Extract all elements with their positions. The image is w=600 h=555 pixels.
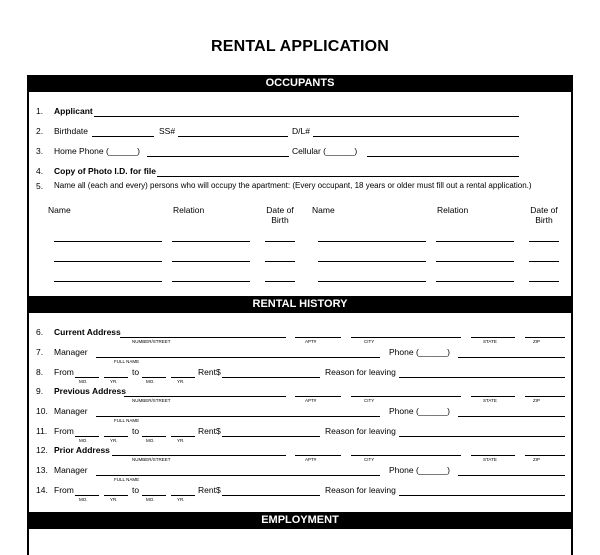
col-dob-right-line1: Date of: [530, 205, 558, 215]
name-all-instruction: Name all (each and every) persons who will occupy the apartment: (Every occupant, 18 years or older must fill out a rental application.): [54, 181, 532, 190]
mo-sublabel: MO.: [79, 438, 88, 443]
rent-label: Rent$: [198, 426, 221, 436]
occupant-relation-field[interactable]: [172, 261, 250, 262]
col-name-left: Name: [48, 205, 71, 215]
item-number-1: 1.: [36, 106, 44, 116]
ss-field[interactable]: [178, 136, 288, 137]
col-relation-left: Relation: [173, 205, 205, 215]
zip-sublabel: ZIP: [533, 398, 541, 403]
previous-address-label: Previous Address: [54, 386, 126, 396]
col-name-right: Name: [312, 205, 335, 215]
manager-label: Manager: [54, 406, 88, 416]
manager-label: Manager: [54, 465, 88, 475]
apt-sublabel: APT#: [305, 457, 317, 462]
reason-label: Reason for leaving: [325, 367, 396, 377]
from-month-field[interactable]: [75, 495, 99, 496]
occupant-relation-field[interactable]: [436, 281, 514, 282]
birthdate-label: Birthdate: [54, 126, 89, 136]
fullname-sublabel: FULL NAME: [114, 418, 140, 423]
previous-state-field[interactable]: [471, 396, 515, 397]
occupant-name-field[interactable]: [318, 281, 426, 282]
from-month-field[interactable]: [75, 436, 99, 437]
item-number-4: 4.: [36, 166, 44, 176]
state-sublabel: STATE: [483, 339, 497, 344]
yr-sublabel: YR.: [110, 497, 118, 502]
mo-sublabel: MO.: [79, 379, 88, 384]
occupant-name-field[interactable]: [54, 281, 162, 282]
apt-sublabel: APT#: [305, 398, 317, 403]
street-sublabel: NUMBER/STREET: [132, 457, 171, 462]
occupant-dob-field[interactable]: [265, 261, 295, 262]
col-dob-right: [526, 205, 562, 225]
cellular-field[interactable]: [367, 156, 519, 157]
col-dob-left-line2: Birth: [271, 215, 289, 225]
city-sublabel: CITY: [364, 398, 375, 403]
fullname-sublabel: FULL NAME: [114, 359, 140, 364]
photo-id-label: Copy of Photo I.D. for file: [54, 166, 156, 176]
prior-street-field[interactable]: [112, 455, 286, 456]
occupant-dob-field[interactable]: [529, 261, 559, 262]
from-month-field[interactable]: [75, 377, 99, 378]
to-month-field[interactable]: [142, 436, 166, 437]
occupant-relation-field[interactable]: [436, 241, 514, 242]
manager-field[interactable]: [96, 416, 380, 417]
item-number-12: 12.: [36, 445, 48, 455]
occupant-name-field[interactable]: [318, 241, 426, 242]
zip-sublabel: ZIP: [533, 457, 541, 462]
to-year-field[interactable]: [171, 377, 195, 378]
home-phone-field[interactable]: [147, 156, 289, 157]
col-dob-left: [262, 205, 298, 225]
prior-state-field[interactable]: [471, 455, 515, 456]
col-dob-left-line1: Date of: [266, 205, 294, 215]
to-label: to: [132, 485, 140, 495]
previous-street-field[interactable]: [124, 396, 286, 397]
current-city-field[interactable]: [351, 337, 461, 338]
from-label: From: [54, 367, 74, 377]
street-sublabel: NUMBER/STREET: [132, 398, 171, 403]
occupants-section-header: OCCUPANTS: [27, 75, 573, 92]
item-number-11: 11.: [36, 426, 48, 436]
yr-sublabel: YR.: [110, 379, 118, 384]
from-label: From: [54, 426, 74, 436]
zip-sublabel: ZIP: [533, 339, 541, 344]
item-number-10: 10.: [36, 406, 48, 416]
rent-label: Rent$: [198, 485, 221, 495]
manager-phone-field[interactable]: [458, 475, 565, 476]
occupant-name-field[interactable]: [318, 261, 426, 262]
birthdate-field[interactable]: [92, 136, 154, 137]
prior-apt-field[interactable]: [295, 455, 341, 456]
previous-apt-field[interactable]: [295, 396, 341, 397]
yr-sublabel: YR.: [177, 497, 185, 502]
phone-label: Phone (______): [389, 406, 450, 416]
to-label: to: [132, 426, 140, 436]
item-number-8: 8.: [36, 367, 44, 377]
occupant-relation-field[interactable]: [436, 261, 514, 262]
city-sublabel: CITY: [364, 339, 375, 344]
occupant-dob-field[interactable]: [265, 281, 295, 282]
mo-sublabel: MO.: [146, 438, 155, 443]
previous-zip-field[interactable]: [525, 396, 565, 397]
dl-field[interactable]: [313, 136, 519, 137]
to-month-field[interactable]: [142, 495, 166, 496]
reason-field[interactable]: [399, 377, 565, 378]
page-title: RENTAL APPLICATION: [210, 38, 390, 55]
from-label: From: [54, 485, 74, 495]
manager-phone-field[interactable]: [458, 357, 565, 358]
manager-label: Manager: [54, 347, 88, 357]
occupant-name-field[interactable]: [54, 261, 162, 262]
occupant-relation-field[interactable]: [172, 281, 250, 282]
mo-sublabel: MO.: [79, 497, 88, 502]
prior-address-label: Prior Address: [54, 445, 110, 455]
occupant-dob-field[interactable]: [265, 241, 295, 242]
current-street-field[interactable]: [120, 337, 286, 338]
photo-id-field[interactable]: [157, 176, 519, 177]
city-sublabel: CITY: [364, 457, 375, 462]
rental-history-section-header: RENTAL HISTORY: [27, 296, 573, 313]
phone-label: Phone (______): [389, 465, 450, 475]
yr-sublabel: YR.: [110, 438, 118, 443]
rent-label: Rent$: [198, 367, 221, 377]
from-year-field[interactable]: [104, 495, 128, 496]
manager-phone-field[interactable]: [458, 416, 565, 417]
dl-label: D/L#: [292, 126, 310, 136]
reason-label: Reason for leaving: [325, 426, 396, 436]
occupant-dob-field[interactable]: [529, 241, 559, 242]
reason-field[interactable]: [399, 495, 565, 496]
home-phone-label: Home Phone (______): [54, 146, 141, 156]
from-year-field[interactable]: [104, 436, 128, 437]
employment-section-header: EMPLOYMENT: [27, 512, 573, 529]
manager-field[interactable]: [96, 357, 380, 358]
item-number-2: 2.: [36, 126, 44, 136]
applicant-field[interactable]: [94, 116, 519, 117]
occupant-name-field[interactable]: [54, 241, 162, 242]
item-number-6: 6.: [36, 327, 44, 337]
item-number-5: 5.: [36, 181, 44, 191]
item-number-14: 14.: [36, 485, 48, 495]
item-number-7: 7.: [36, 347, 44, 357]
col-relation-right: Relation: [437, 205, 469, 215]
occupant-relation-field[interactable]: [172, 241, 250, 242]
to-year-field[interactable]: [171, 495, 195, 496]
yr-sublabel: YR.: [177, 379, 185, 384]
occupant-dob-field[interactable]: [529, 281, 559, 282]
current-zip-field[interactable]: [525, 337, 565, 338]
state-sublabel: STATE: [483, 457, 497, 462]
current-address-label: Current Address: [54, 327, 121, 337]
from-year-field[interactable]: [104, 377, 128, 378]
rent-field[interactable]: [222, 495, 320, 496]
item-number-3: 3.: [36, 146, 44, 156]
ss-label: SS#: [159, 126, 176, 136]
yr-sublabel: YR.: [177, 438, 185, 443]
mo-sublabel: MO.: [146, 497, 155, 502]
phone-label: Phone (______): [389, 347, 450, 357]
fullname-sublabel: FULL NAME: [114, 477, 140, 482]
prior-city-field[interactable]: [351, 455, 461, 456]
reason-label: Reason for leaving: [325, 485, 396, 495]
current-state-field[interactable]: [471, 337, 515, 338]
apt-sublabel: APT#: [305, 339, 317, 344]
current-apt-field[interactable]: [295, 337, 341, 338]
prior-zip-field[interactable]: [525, 455, 565, 456]
applicant-label: Applicant: [54, 106, 93, 116]
to-month-field[interactable]: [142, 377, 166, 378]
item-number-13: 13.: [36, 465, 48, 475]
col-dob-right-line2: Birth: [535, 215, 553, 225]
rent-field[interactable]: [222, 377, 320, 378]
state-sublabel: STATE: [483, 398, 497, 403]
to-label: to: [132, 367, 140, 377]
previous-city-field[interactable]: [351, 396, 461, 397]
rent-field[interactable]: [222, 436, 320, 437]
manager-field[interactable]: [96, 475, 380, 476]
item-number-9: 9.: [36, 386, 44, 396]
cellular-label: Cellular (______): [292, 146, 358, 156]
to-year-field[interactable]: [171, 436, 195, 437]
street-sublabel: NUMBER/STREET: [132, 339, 171, 344]
reason-field[interactable]: [399, 436, 565, 437]
mo-sublabel: MO.: [146, 379, 155, 384]
